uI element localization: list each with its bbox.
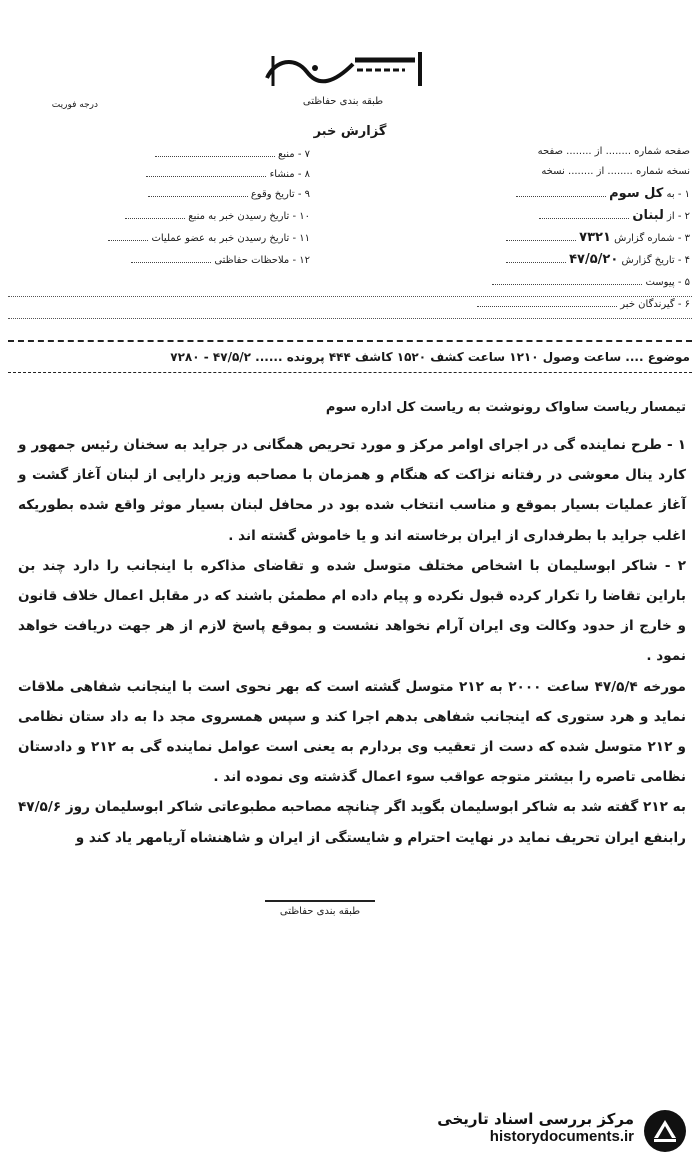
field-report-number-value: ۷۳۲۱ [579,230,611,245]
archive-watermark [388,1108,688,1154]
signature-block [255,880,385,917]
report-body [18,430,686,853]
field-date-to-source: ۱۰ - تاریخ رسیدن خبر به منبع [10,210,310,222]
body-paragraph: ۱ - طرح نماینده گی در اجرای اوامر مرکز و مورد تحریص همگانی در جراید به سخنان رئیس جمهور و کارد ینال معوشی در رفتانه نزاکت که هنگام و همزمان با مصاحبه وزیر دارایی از لبنان آغاز گشت و آغاز عملیات بسیار بموقع و مناسب انتخاب شده بود در محافل لبنان بسیار موثر واقع شده بطوریکه اغلب جراید با بطرفداری از ایران برخاسته اند و یا خاموش گشته اند . [18,437,686,544]
field-origin: ۸ - منشاء [10,168,310,180]
field-from: ۲ - از لبنان [390,208,690,223]
separator-dotted [8,318,692,319]
field-report-date: ۴ - تاریخ گزارش ۴۷/۵/۲۰ [390,252,690,267]
archive-logo-icon [642,1108,688,1154]
field-report-number: ۳ - شماره گزارش ۷۳۲۱ [390,230,690,245]
watermark-title: مرکز بررسی اسناد تاریخی [437,1110,634,1128]
field-report-date-value: ۴۷/۵/۲۰ [569,252,619,267]
body-paragraph: به ۲۱۲ گفته شد به شاکر ابوسلیمان بگوید اگر چنانچه مصاحبه مطبوعاتی شاکر ابوسلیمان روز ۴۷/۵/۶ رابنفع ایران تحریف نماید در نهایت احترام و شایستگی از ایران و شاهنشاه آریامهر یاد کند و [18,799,686,846]
field-date-to-agent: ۱۱ - تاریخ رسیدن خبر به عضو عملیات [10,232,310,244]
field-to-value: کل سوم [609,186,664,201]
body-paragraph: ۲ - شاکر ابوسلیمان با اشخاص مختلف متوسل شده و تقاضای مذاکره با اینجانب را دارد چند بن باراین تقاضا را تکرار کرده قبول نکرده و پیام داده ام مطمئن باشند که در مقابل اعمال خلاف قانون و خارج از حدود وکالت وی ایران آرام نخواهد نشست و بموقع پاسخ لازم از هر جهت دریافت خواهد نمود . [18,557,686,665]
field-occurrence-date: ۹ - تاریخ وقوع [10,188,310,200]
separator-dotted [8,296,692,297]
urgency-label: درجه فوریت [51,100,98,110]
field-page-number: صفحه شماره ........ از ........ صفحه [537,146,690,157]
signature-line [265,880,375,902]
separator-dashed [8,372,692,373]
signature-label: طبقه بندی حفاظتی [279,906,361,917]
field-source: ۷ - منبع [10,148,310,160]
field-copy-number: نسخه شماره ........ از ........ نسخه [541,166,690,177]
report-title: گزارش خبر [313,124,387,139]
field-attachment: ۵ - پیوست [390,276,690,288]
field-recipients: ۶ - گیرندگان خبر [390,298,690,310]
field-to: ۱ - به کل سوم [390,186,690,201]
classification-stamp [255,42,430,94]
classification-label: طبقه بندی حفاظتی [302,96,384,107]
addressee: تیمسار ریاست ساواک رونوشت به ریاست کل اداره سوم [325,400,686,415]
separator-dashed [8,340,692,342]
subject-line: موضوع .... ساعت وصول ۱۲۱۰ ساعت کشف ۱۵۲۰ کاشف ۴۴۴ پرونده ...... ۴۷/۵/۲ - ۷۲۸۰ [170,350,690,364]
body-paragraph: مورخه ۴۷/۵/۴ ساعت ۲۰۰۰ به ۲۱۲ متوسل گشته است که بهر نحوی است با اینجانب شفاهی ملاقات نماید و هرد ستوری که اینجانب شفاهی بدهم اجرا کند و سپس همسروی مجد دا به داد ستان نظامی و ۲۱۲ متوسل شده که دست از تعقیب وی بردارم به یعنی است عوامل نماینده گی به ۲۱۲ و دادستان نظامی تاصره را بیشتر متوجه عواقب سوء اعمال گذشته وی نموده اند . [18,678,686,786]
watermark-url: historydocuments.ir [489,1128,634,1145]
field-from-value: لبنان [632,208,664,223]
field-security-notes: ۱۲ - ملاحظات حفاظتی [10,254,310,266]
